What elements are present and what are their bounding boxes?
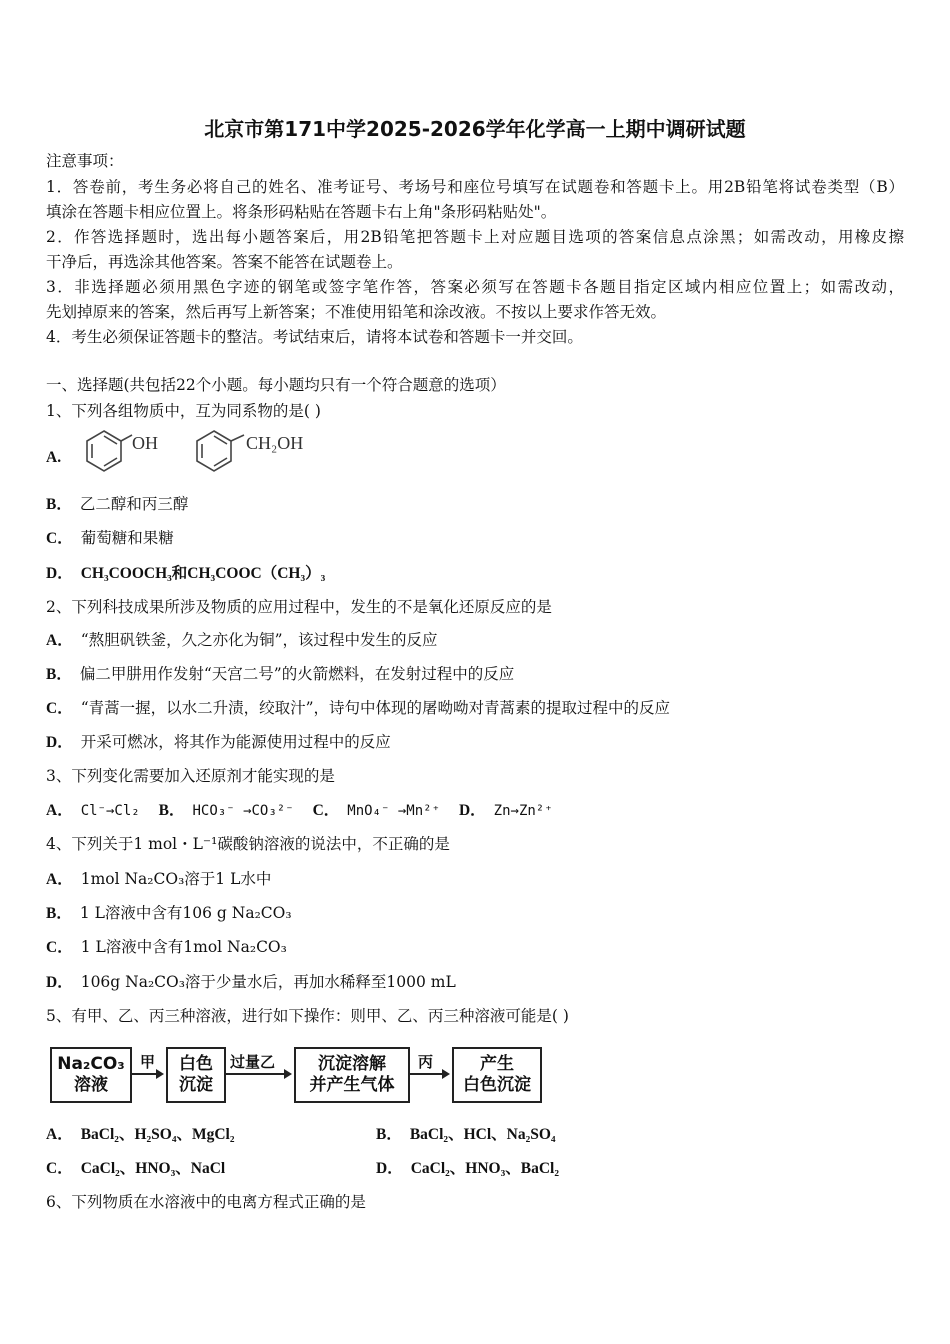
option-c: C． 1 L溶液中含有1mol Na₂CO₃ (46, 938, 287, 956)
option-a: A． 1mol Na₂CO₃溶于1 L水中 (46, 870, 272, 888)
phenol-oh-label: OH (132, 433, 158, 453)
option-d: D． 106g Na₂CO₃溶于少量水后，再加水稀释至1000 mL (46, 973, 456, 991)
note-line: 干净后，再选涂其他答案。答案不能答在试题卷上。 (46, 253, 403, 271)
option-b: B． 偏二甲肼用作发射“天宫二号”的火箭燃料，在发射过程中的反应 (46, 665, 515, 683)
option-a (46, 447, 69, 468)
note-line: 3．非选择题必须用黑色字迹的钢笔或签字笔作答，答案必须写在答题卡各题目指定区域内相应位置上；如需改动， (46, 278, 904, 296)
section-heading: 一、选择题(共包括22个小题。每小题均只有一个符合题意的选项） (46, 376, 506, 394)
flow-box-precipitate: 白色 沉淀 (166, 1047, 226, 1103)
benzyl-ch2oh-label: CH₂OH (246, 433, 304, 453)
page-title: 北京市第171中学2025-2026学年化学高一上期中调研试题 (204, 117, 746, 141)
arrow-label-bing: 丙 (418, 1053, 434, 1071)
option-b: B． 乙二醇和丙三醇 (46, 495, 189, 513)
arrow-icon (132, 1073, 162, 1075)
arrow-icon (226, 1073, 290, 1075)
option-b: B． 1 L溶液中含有106 g Na₂CO₃ (46, 904, 292, 922)
question-6-stem: 6、下列物质在水溶液中的电离方程式正确的是 (46, 1193, 366, 1211)
option-c: C． 葡萄糖和果糖 (46, 529, 174, 547)
benzyl-alcohol-structure (197, 431, 244, 471)
flow-box-dissolve: 沉淀溶解 并产生气体 (294, 1047, 410, 1103)
arrow-label-yi: 过量乙 (230, 1053, 276, 1071)
option-a: A． “熬胆矾铁釜，久之亦化为铜”，该过程中发生的反应 (46, 631, 438, 649)
question-3-stem: 3、下列变化需要加入还原剂才能实现的是 (46, 767, 335, 785)
option-b: B． BaCl₂、HCl、Na₂SO₄ (376, 1126, 556, 1143)
flow-box-na2co3: Na₂CO₃ 溶液 (50, 1047, 132, 1103)
note-line: 2．作答选择题时，选出每小题答案后，用2B铅笔把答题卡上对应题目选项的答案信息点涂黑；如需改动，用橡皮擦 (46, 228, 904, 246)
option-label: A. (46, 449, 62, 466)
option-c: C． CaCl₂、HNO₃、NaCl (46, 1160, 226, 1177)
note-line: 先划掉原来的答案，然后再写上新答案；不准使用铅笔和涂改液。不按以上要求作答无效。 (46, 303, 667, 321)
note-line: 1．答卷前，考生务必将自己的姓名、准考证号、考场号和座位号填写在试题卷和答题卡上。用2B铅笔将试卷类型（B） (46, 178, 904, 196)
arrow-icon (410, 1073, 448, 1075)
notes-heading: 注意事项： (46, 152, 124, 170)
option-a: A． BaCl₂、H₂SO₄、MgCl₂ (46, 1126, 235, 1143)
option-d: D． CaCl₂、HNO₃、BaCl₂ (376, 1160, 559, 1177)
note-line: 填涂在答题卡相应位置上。将条形码粘贴在答题卡右上角"条形码粘贴处"。 (46, 203, 557, 221)
question-5-stem: 5、有甲、乙、丙三种溶液，进行如下操作：则甲、乙、丙三种溶液可能是( ) (46, 1007, 569, 1025)
flow-diagram (50, 1043, 545, 1109)
arrow-label-jia: 甲 (140, 1053, 156, 1071)
note-line: 4．考生必须保证答题卡的整洁。考试结束后，请将本试卷和答题卡一并交回。 (46, 328, 583, 346)
question-1-stem: 1、下列各组物质中，互为同系物的是( ) (46, 402, 321, 420)
option-d: D． 开采可燃冰，将其作为能源使用过程中的反应 (46, 733, 391, 751)
phenol-structure (87, 431, 132, 471)
flow-box-result: 产生 白色沉淀 (452, 1047, 542, 1103)
question-4-stem: 4、下列关于1 mol・L⁻¹碳酸钠溶液的说法中，不正确的是 (46, 835, 450, 853)
option-d: D． CH₃COOCH₃和CH₃COOC（CH₃）₃ (46, 565, 326, 582)
option-c: C． “青蒿一握，以水二升渍，绞取汁”，诗句中体现的屠呦呦对青蒿素的提取过程中的反应 (46, 699, 671, 717)
question-2-stem: 2、下列科技成果所涉及物质的应用过程中，发生的不是氧化还原反应的是 (46, 598, 552, 616)
options-row: A． Cl⁻→Cl₂ B． HCO₃⁻ →CO₃²⁻ C． MnO₄⁻ →Mn²⁺ D． Zn→Zn²⁺ (46, 802, 553, 819)
